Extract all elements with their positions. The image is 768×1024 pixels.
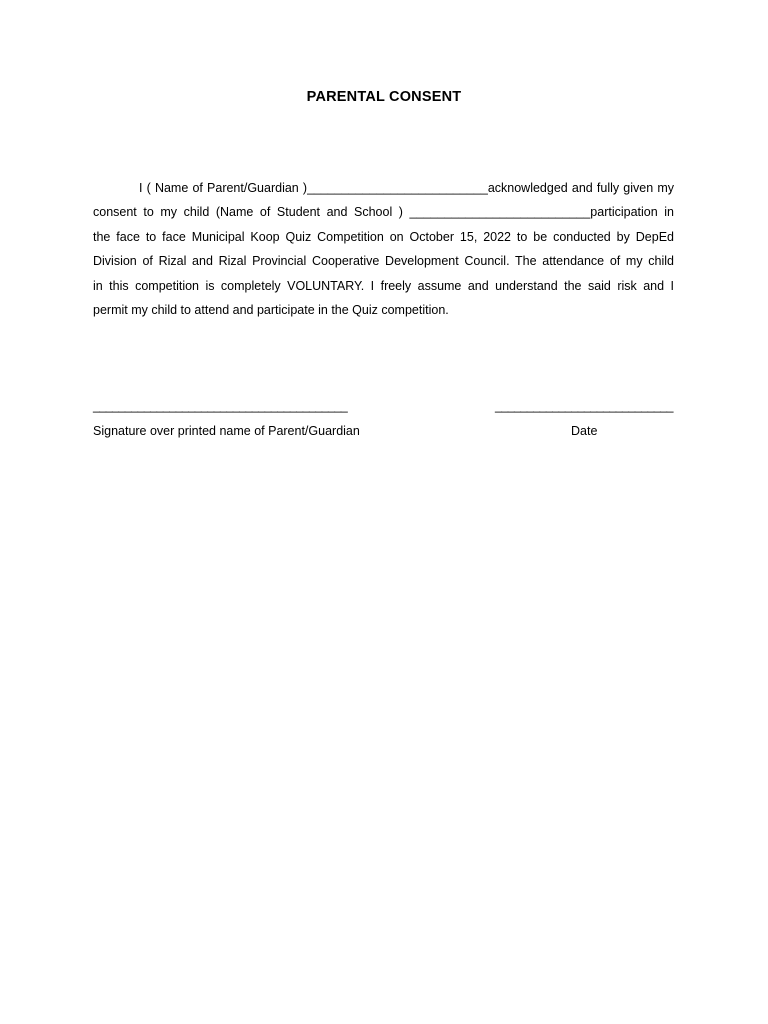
document-title: PARENTAL CONSENT <box>306 89 462 105</box>
date-blank-line: ____________________________ <box>495 399 673 413</box>
paragraph-line: I ( Name of Parent/Guardian )__________________________acknowledged and fully given my <box>139 181 674 195</box>
paragraph-line: the face to face Municipal Koop Quiz Competition on October 15, 2022 to be conducted by DepEd <box>93 229 674 244</box>
signature-label: Signature over printed name of Parent/Guardian <box>93 424 360 438</box>
paragraph-line: permit my child to attend and participate in the Quiz competition. <box>93 303 449 318</box>
paragraph-line: in this competition is completely VOLUNTARY. I freely assume and understand the said risk and I <box>93 278 674 293</box>
paragraph-line: consent to my child (Name of Student and School ) __________________________participation in <box>93 205 674 220</box>
date-label: Date <box>571 424 598 438</box>
signature-blank-line: ________________________________________ <box>93 399 348 413</box>
paragraph-line: Division of Rizal and Rizal Provincial Cooperative Development Council. The attendance of my child <box>93 254 674 269</box>
consent-paragraph <box>93 176 674 322</box>
